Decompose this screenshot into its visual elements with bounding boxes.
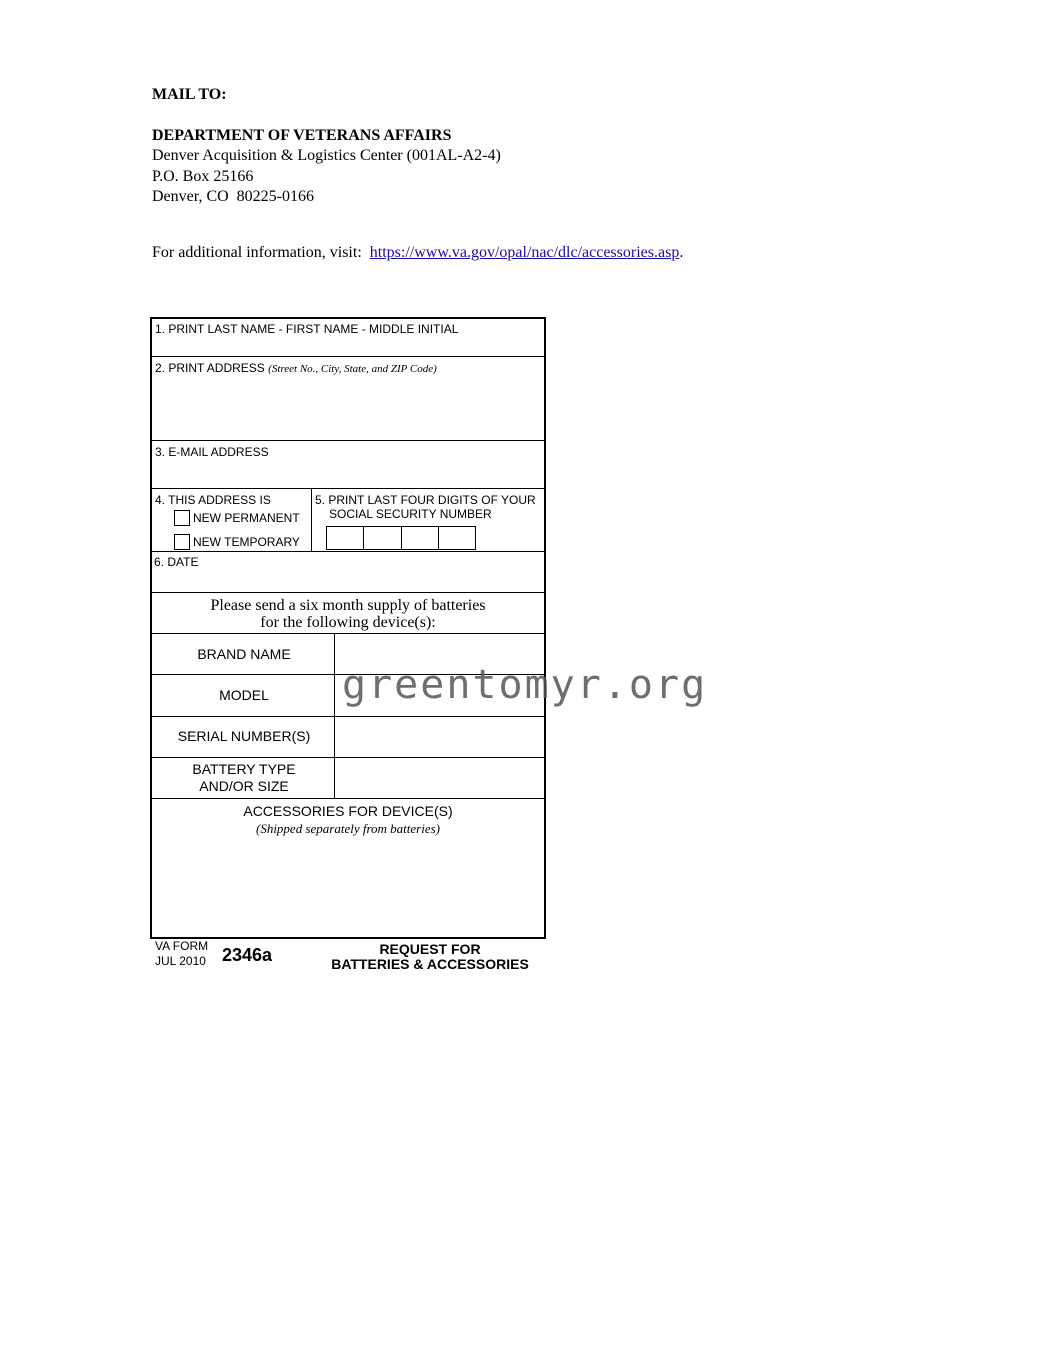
- row-divider: [152, 488, 544, 489]
- ssn-last-four-boxes: [326, 526, 476, 550]
- form-date: JUL 2010: [155, 954, 206, 968]
- field-1-label: 1. PRINT LAST NAME - FIRST NAME - MIDDLE INITIAL: [155, 322, 459, 336]
- info-link[interactable]: https://www.va.gov/opal/nac/dlc/accessories.asp: [369, 244, 680, 261]
- ssn-digit-box[interactable]: [364, 527, 401, 549]
- date-field[interactable]: [152, 552, 544, 592]
- row-divider: [152, 592, 544, 593]
- va-form-label: VA FORM: [155, 939, 209, 953]
- accessories-label: ACCESSORIES FOR DEVICE(S): [243, 803, 453, 819]
- new-temporary-checkbox[interactable]: [174, 534, 190, 550]
- watermark-text: greentomyr.org: [342, 662, 708, 708]
- info-prefix: For additional information, visit:: [152, 244, 370, 261]
- ssn-digit-box[interactable]: [402, 527, 439, 549]
- col-divider: [311, 488, 312, 551]
- address-field[interactable]: [152, 357, 544, 440]
- form-id-block: [155, 939, 208, 969]
- form-number: 2346a: [222, 945, 273, 965]
- new-temporary-label: NEW TEMPORARY: [193, 535, 300, 549]
- info-line: [152, 243, 683, 263]
- accessories-field[interactable]: [152, 839, 544, 937]
- battery-type-field[interactable]: [336, 759, 546, 798]
- field-5-label-line2: SOCIAL SECURITY NUMBER: [329, 507, 492, 521]
- model-label: MODEL: [219, 687, 269, 703]
- field-5-label-line1: 5. PRINT LAST FOUR DIGITS OF YOUR: [315, 493, 536, 507]
- serial-number-label: SERIAL NUMBER(S): [177, 728, 311, 744]
- request-line-2: for the following device(s):: [260, 614, 436, 631]
- battery-type-label: [152, 761, 336, 795]
- field-4-label: 4. THIS ADDRESS IS: [155, 493, 271, 507]
- address-line-1: Denver Acquisition & Logistics Center (001AL-A2-4): [152, 147, 501, 164]
- field-2-text: 2. PRINT ADDRESS: [155, 361, 265, 375]
- field-3-label: 3. E-MAIL ADDRESS: [155, 445, 269, 459]
- new-permanent-checkbox[interactable]: [174, 510, 190, 526]
- address-line-3: Denver, CO 80225-0166: [152, 188, 314, 205]
- request-line-1: Please send a six month supply of batteries: [210, 597, 486, 614]
- row-divider: [152, 757, 544, 758]
- row-divider: [152, 633, 544, 634]
- new-permanent-label: NEW PERMANENT: [193, 511, 300, 525]
- request-form: [150, 317, 546, 939]
- row-divider: [152, 716, 544, 717]
- brand-name-label: BRAND NAME: [197, 646, 291, 662]
- name-field[interactable]: [152, 319, 544, 356]
- serial-number-field[interactable]: [336, 718, 546, 757]
- row-divider: [152, 798, 544, 799]
- form-title-line-1: REQUEST FOR: [379, 941, 481, 957]
- accessories-hint: (Shipped separately from batteries): [255, 821, 440, 836]
- form-title-line-2: BATTERIES & ACCESSORIES: [331, 956, 529, 972]
- battery-type-line-1: BATTERY TYPE: [192, 761, 296, 777]
- info-suffix: .: [679, 244, 684, 261]
- form-title: [315, 942, 545, 972]
- ssn-digit-box[interactable]: [327, 527, 364, 549]
- battery-type-line-2: AND/OR SIZE: [199, 778, 289, 794]
- field-2-hint: (Street No., City, State, and ZIP Code): [268, 363, 437, 375]
- mail-to-heading: MAIL TO:: [152, 86, 227, 103]
- ssn-digit-box[interactable]: [439, 527, 475, 549]
- field-6-label: 6. DATE: [154, 555, 199, 569]
- email-field[interactable]: [152, 441, 544, 488]
- request-instruction: [152, 597, 544, 631]
- department-name: DEPARTMENT OF VETERANS AFFAIRS: [152, 127, 452, 144]
- address-line-2: P.O. Box 25166: [152, 168, 254, 185]
